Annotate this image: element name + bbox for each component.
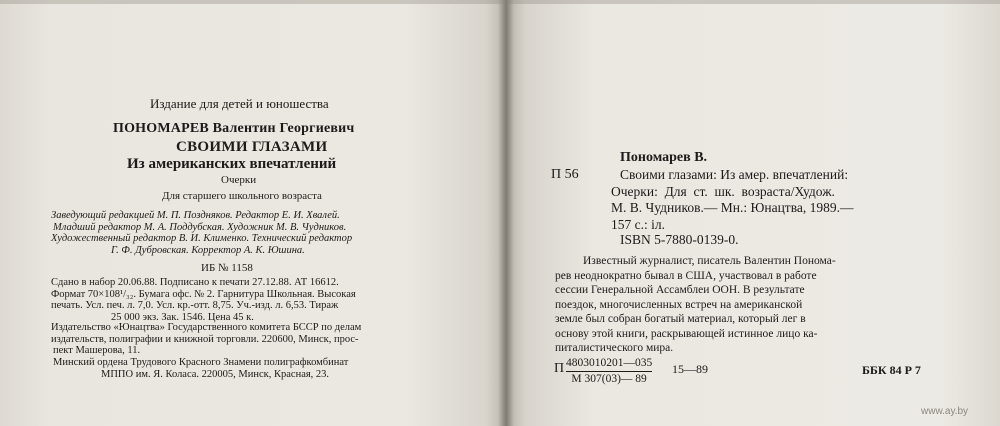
annotation-line: Известный журналист, писатель Валентин Понома- xyxy=(583,255,836,267)
staff-line: Младший редактор М. А. Поддубская. Художник М. В. Чудников. xyxy=(53,221,347,233)
code-fraction xyxy=(566,357,652,386)
annotation-line: питалистического мира. xyxy=(555,342,674,354)
bib-line: 157 с.: іл. xyxy=(611,216,665,232)
annotation-line: сессии Генеральной Ассамблеи ООН. В результате xyxy=(555,284,805,296)
catalog-author: Пономарев В. xyxy=(620,150,708,165)
code-numerator: 4803010201—035 xyxy=(566,357,653,369)
printer-info xyxy=(51,357,348,380)
book-gutter xyxy=(498,0,514,426)
catalog-index: П 56 xyxy=(551,167,579,182)
genre-label: Очерки xyxy=(221,174,257,186)
bib-line: Своими глазами: Из амер. впечатлений: xyxy=(620,167,849,182)
tech-line: 25 000 экз. Зак. 1546. Цена 45 к. xyxy=(111,311,254,323)
annotation-line: рев неоднократно бывал в США, участвовал в работе xyxy=(555,269,817,282)
isbn: ISBN 5-7880-0139-0. xyxy=(620,232,739,247)
staff-line: Г. Ф. Дубровская. Корректор А. К. Юшина. xyxy=(111,244,305,256)
code-number: 15—89 xyxy=(672,362,708,376)
printer-line: Минский ордена Трудового Красного Знамени полиграфкомбинат xyxy=(53,357,349,368)
publisher-info xyxy=(51,322,361,357)
annotation xyxy=(555,254,836,356)
annotation-line: поездок, многочисленных встреч на американской xyxy=(555,298,803,311)
watermark: www.ay.by xyxy=(921,406,969,417)
tech-line: Формат 70×108¹/₃₂. Бумага офс. № 2. Гарнитура Школьная. Высокая xyxy=(51,288,356,300)
staff-line: Художественный редактор В. И. Клименко. Технический редактор xyxy=(51,233,353,244)
publisher-line: издательств, полиграфии и книжной торговли. 220600, Минск, прос- xyxy=(51,333,359,345)
age-group-label: Для старшего школьного возраста xyxy=(162,190,322,202)
bibliographic-description xyxy=(611,167,854,233)
publisher-line: Издательство «Юнацтва» Государственного комитета БССР по делам xyxy=(51,322,362,333)
bib-line: Очерки: Для ст. шк. возраста/Худож. xyxy=(611,183,835,199)
book-title: СВОИМИ ГЛАЗАМИ xyxy=(176,139,328,155)
author-full-name: ПОНОМАРЕВ Валентин Георгиевич xyxy=(113,121,355,136)
staff-line: Заведующий редакцией М. П. Поздняков. Редактор Е. И. Хвалей. xyxy=(51,210,340,221)
bbk-code: ББК 84 Р 7 xyxy=(862,363,921,377)
tech-line: Сдано в набор 20.06.88. Подписано к печати 27.12.88. АТ 16612. xyxy=(51,277,339,288)
code-denominator: М 307(03)— 89 xyxy=(566,371,652,386)
annotation-line: основу этой книги, раскрывающей истинное лицо ка- xyxy=(555,327,818,340)
printer-line: МППО им. Я. Коласа. 220005, Минск, Красная, 23. xyxy=(101,368,330,380)
annotation-line: земле был собран богатый материал, который лег в xyxy=(555,313,806,325)
bib-line: М. В. Чудников.— Мн.: Юнацтва, 1989.— xyxy=(611,200,854,215)
code-letter: П xyxy=(554,361,565,376)
editorial-staff xyxy=(51,210,352,256)
tech-line: печать. Усл. печ. л. 7,0. Усл. кр.-отт. 8,75. Уч.-изд. л. 6,53. Тираж xyxy=(51,300,339,311)
book-subtitle: Из американских впечатлений xyxy=(127,156,337,172)
technical-data xyxy=(51,277,356,323)
edition-note: Издание для детей и юношества xyxy=(150,96,329,111)
publisher-line: пект Машерова, 11. xyxy=(53,345,141,356)
page-edge xyxy=(0,0,1000,4)
ib-number: ИБ № 1158 xyxy=(201,262,253,274)
